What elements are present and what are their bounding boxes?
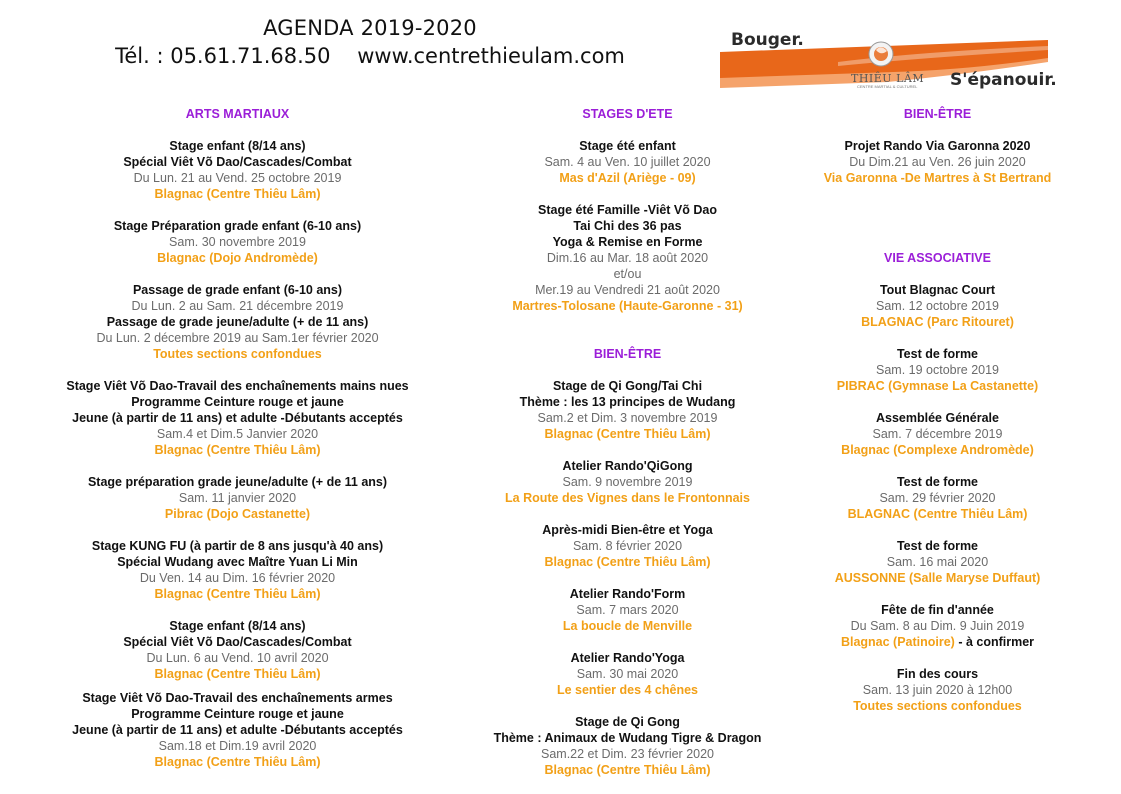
phone-number: Tél. : 05.61.71.68.50 <box>115 44 331 68</box>
event-title: Tai Chi des 36 pas <box>573 219 682 233</box>
event-title: Stage de Qi Gong <box>575 715 680 729</box>
event-item <box>40 282 435 362</box>
event-place: La boucle de Menville <box>562 619 693 633</box>
event-date: Sam. 29 février 2020 <box>879 491 996 505</box>
event-title: Stage KUNG FU (à partir de 8 ans jusqu'à 40 ans) <box>91 539 384 553</box>
event-place: Blagnac (Dojo Andromède) <box>157 251 318 265</box>
event-item <box>470 378 785 442</box>
event-place: Blagnac (Centre Thiêu Lâm) <box>154 667 321 681</box>
event-place: Blagnac (Centre Thiêu Lâm) <box>154 187 321 201</box>
event-title: Jeune (à partir de 11 ans) et adulte -Débutants acceptés <box>72 723 403 737</box>
event-place: Toutes sections confondues <box>153 347 322 361</box>
event-place: Martres-Tolosane (Haute-Garonne - 31) <box>512 299 743 313</box>
event-title: Atelier Rando'Form <box>569 587 686 601</box>
event-date: Sam. 4 au Ven. 10 juillet 2020 <box>544 155 711 169</box>
event-title: Stage préparation grade jeune/adulte (+ de 11 ans) <box>87 475 388 489</box>
event-date: Dim.16 au Mar. 18 août 2020 <box>546 251 709 265</box>
event-title: Après-midi Bien-être et Yoga <box>542 523 713 537</box>
event-place: BLAGNAC (Centre Thiêu Lâm) <box>847 507 1028 521</box>
column-arts-martiaux <box>40 106 435 786</box>
event-place: Blagnac (Centre Thiêu Lâm) <box>154 755 321 769</box>
page-title: AGENDA 2019-2020 <box>263 16 477 40</box>
section-title: BIEN-ÊTRE <box>593 347 662 361</box>
event-date: Sam. 8 février 2020 <box>572 539 683 553</box>
event-title: Stage été Famille -Viêt Võ Dao <box>538 203 717 217</box>
event-date: Sam.18 et Dim.19 avril 2020 <box>158 739 317 753</box>
event-place: Pibrac (Dojo Castanette) <box>164 507 311 521</box>
event-title: Spécial Viêt Võ Dao/Cascades/Combat <box>123 635 352 649</box>
event-title: Spécial Viêt Võ Dao/Cascades/Combat <box>123 155 352 169</box>
event-date: Sam. 19 octobre 2019 <box>876 363 999 377</box>
event-item <box>40 378 435 458</box>
event-date: Sam. 12 octobre 2019 <box>876 299 999 313</box>
event-title: Jeune (à partir de 11 ans) et adulte -Débutants acceptés <box>72 411 403 425</box>
brand-name: THIÊU LÂM <box>851 72 925 85</box>
event-item <box>800 474 1075 522</box>
event-item <box>40 690 435 770</box>
event-title: Fête de fin d'année <box>881 603 994 617</box>
event-item <box>470 714 785 778</box>
event-date: Sam. 30 novembre 2019 <box>169 235 306 249</box>
event-date: Mer.19 au Vendredi 21 août 2020 <box>535 283 720 297</box>
event-item <box>470 522 785 570</box>
event-place: BLAGNAC (Parc Ritouret) <box>861 315 1014 329</box>
event-title: Stage enfant (8/14 ans) <box>169 619 306 633</box>
event-place: Blagnac (Centre Thiêu Lâm) <box>154 443 321 457</box>
brand-tagline: CENTRE MARTIAL & CULTUREL <box>857 84 918 89</box>
event-item <box>470 202 785 314</box>
section-title: ARTS MARTIAUX <box>185 107 290 121</box>
section-title: VIE ASSOCIATIVE <box>884 251 991 265</box>
event-place: AUSSONNE (Salle Maryse Duffaut) <box>834 571 1041 585</box>
event-title: Atelier Rando'QiGong <box>562 459 693 473</box>
event-date: Sam. 16 mai 2020 <box>886 555 989 569</box>
event-date: et/ou <box>613 267 642 281</box>
thieu-lam-logo <box>718 22 1057 94</box>
event-place-note: - à confirmer <box>954 635 1035 649</box>
event-title: Stage de Qi Gong/Tai Chi <box>552 379 703 393</box>
event-date: Sam. 30 mai 2020 <box>576 667 679 681</box>
event-item <box>470 650 785 698</box>
event-title: Programme Ceinture rouge et jaune <box>131 707 344 721</box>
column-stages-ete <box>470 106 785 794</box>
event-item <box>470 458 785 506</box>
event-date: Du Lun. 6 au Vend. 10 avril 2020 <box>146 651 329 665</box>
event-date: Du Ven. 14 au Dim. 16 février 2020 <box>139 571 336 585</box>
event-date: Du Sam. 8 au Dim. 9 Juin 2019 <box>850 619 1025 633</box>
slogan-bouger: Bouger. <box>731 30 804 50</box>
event-place: Toutes sections confondues <box>853 699 1022 713</box>
event-item <box>800 666 1075 714</box>
event-title: Passage de grade jeune/adulte (+ de 11 ans) <box>106 315 369 329</box>
event-place: PIBRAC (Gymnase La Castanette) <box>836 379 1039 393</box>
event-title: Fin des cours <box>896 667 979 681</box>
event-place: Blagnac (Centre Thiêu Lâm) <box>544 555 711 569</box>
event-title: Atelier Rando'Yoga <box>570 651 685 665</box>
event-place: Blagnac (Centre Thiêu Lâm) <box>544 763 711 777</box>
event-place: La Route des Vignes dans le Frontonnais <box>505 491 750 505</box>
event-place: Blagnac (Complexe Andromède) <box>841 443 1034 457</box>
event-place: Blagnac (Centre Thiêu Lâm) <box>544 427 711 441</box>
event-title: Passage de grade enfant (6-10 ans) <box>132 283 343 297</box>
event-title: Assemblée Générale <box>876 411 999 425</box>
event-title: Stage été enfant <box>579 139 676 153</box>
event-title: Test de forme <box>896 347 979 361</box>
event-item <box>40 474 435 522</box>
event-item <box>800 538 1075 586</box>
event-title: Programme Ceinture rouge et jaune <box>131 395 344 409</box>
event-title: Stage enfant (8/14 ans) <box>169 139 306 153</box>
event-place-name: Blagnac (Patinoire) <box>840 635 955 649</box>
event-place: Blagnac (Centre Thiêu Lâm) <box>154 587 321 601</box>
event-title: Test de forme <box>896 539 979 553</box>
event-title: Spécial Wudang avec Maître Yuan Li Min <box>117 555 358 569</box>
event-date: Du Lun. 2 au Sam. 21 décembre 2019 <box>131 299 344 313</box>
section-title: BIEN-ÊTRE <box>903 107 972 121</box>
event-item <box>800 138 1075 186</box>
event-title: Stage Viêt Võ Dao-Travail des enchaînements mains nues <box>66 379 409 393</box>
event-place: Le sentier des 4 chênes <box>556 683 699 697</box>
event-date: Sam.2 et Dim. 3 novembre 2019 <box>537 411 718 425</box>
event-title: Yoga & Remise en Forme <box>552 235 703 249</box>
event-item <box>800 602 1075 650</box>
event-date: Du Lun. 2 décembre 2019 au Sam.1er février 2020 <box>96 331 379 345</box>
section-title: STAGES D'ETE <box>582 107 673 121</box>
column-bien-etre <box>800 106 1075 730</box>
event-title: Projet Rando Via Garonna 2020 <box>844 139 1031 153</box>
slogan-epanouir: S'épanouir. <box>950 70 1057 90</box>
event-item <box>40 218 435 266</box>
contact-line <box>0 44 740 68</box>
event-date: Du Dim.21 au Ven. 26 juin 2020 <box>849 155 1026 169</box>
event-item <box>470 138 785 186</box>
event-title: Thème : les 13 principes de Wudang <box>519 395 736 409</box>
event-item <box>40 138 435 202</box>
event-date: Du Lun. 21 au Vend. 25 octobre 2019 <box>133 171 342 185</box>
event-item <box>800 410 1075 458</box>
event-item <box>40 618 435 682</box>
event-date: Sam.22 et Dim. 23 février 2020 <box>541 747 714 761</box>
event-title: Thème : Animaux de Wudang Tigre & Dragon <box>493 731 762 745</box>
event-item <box>40 538 435 602</box>
event-date: Sam. 9 novembre 2019 <box>562 475 693 489</box>
event-title: Tout Blagnac Court <box>879 283 996 297</box>
event-date: Sam. 7 décembre 2019 <box>872 427 1003 441</box>
website-url: www.centrethieulam.com <box>357 44 625 68</box>
event-date: Sam. 11 janvier 2020 <box>178 491 297 505</box>
event-date: Sam. 13 juin 2020 à 12h00 <box>862 683 1013 697</box>
event-item <box>800 346 1075 394</box>
event-place: Via Garonna -De Martres à St Bertrand <box>823 171 1052 185</box>
event-title: Stage Viêt Võ Dao-Travail des enchaînements armes <box>82 691 393 705</box>
event-title: Stage Préparation grade enfant (6-10 ans) <box>113 219 362 233</box>
event-title: Test de forme <box>896 475 979 489</box>
event-item <box>800 282 1075 330</box>
event-date: Sam.4 et Dim.5 Janvier 2020 <box>156 427 319 441</box>
event-place: Mas d'Azil (Ariège - 09) <box>559 171 696 185</box>
event-place <box>800 634 1075 650</box>
event-item <box>470 586 785 634</box>
event-date: Sam. 7 mars 2020 <box>576 603 679 617</box>
